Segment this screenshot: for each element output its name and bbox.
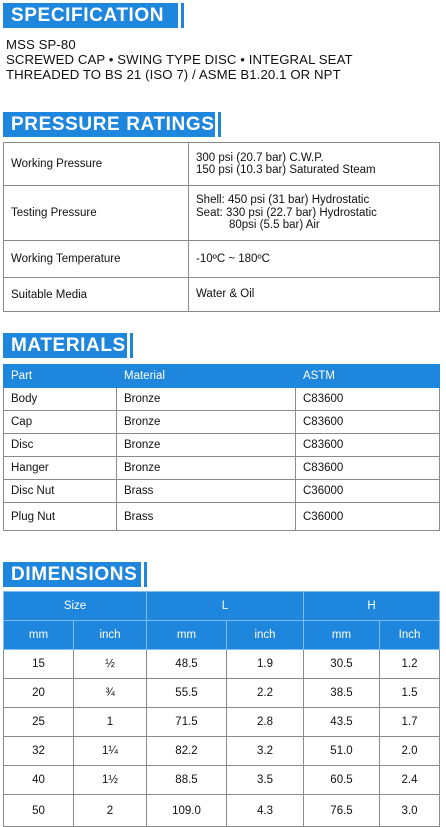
cell: C83600 xyxy=(296,434,440,457)
cell: 2.2 xyxy=(227,679,304,708)
cell: 55.5 xyxy=(147,679,227,708)
table-group-header-row xyxy=(4,592,440,621)
value-line: 150 psi (10.3 bar) Saturated Steam xyxy=(196,164,376,176)
cell: 3.0 xyxy=(380,795,440,827)
value-line: 80psi (5.5 bar) Air xyxy=(229,219,320,232)
table-row xyxy=(4,679,440,708)
table-row xyxy=(4,434,440,457)
pressure-ratings-table xyxy=(3,142,440,312)
cell: ½ xyxy=(74,650,147,679)
dimensions-table xyxy=(3,591,440,827)
table-row xyxy=(4,457,440,480)
specification-heading: SPECIFICATION xyxy=(3,3,178,28)
cell: Hanger xyxy=(4,457,117,480)
cell: 1.5 xyxy=(380,679,440,708)
column-header: Inch xyxy=(380,621,440,650)
cell: Bronze xyxy=(117,434,296,457)
materials-table xyxy=(3,364,440,531)
cell: 51.0 xyxy=(304,737,380,766)
spec-line: MSS SP-80 xyxy=(6,37,76,52)
cell: 1 xyxy=(74,708,147,737)
table-row xyxy=(4,708,440,737)
cell: 50 xyxy=(4,795,74,827)
cell: 1.7 xyxy=(380,708,440,737)
pressure-value xyxy=(189,241,440,278)
column-header: mm xyxy=(4,621,74,650)
cell: 2.4 xyxy=(380,766,440,795)
value-line: Shell: 450 psi (31 bar) Hydrostatic xyxy=(196,194,370,207)
dimensions-heading: DIMENSIONS xyxy=(3,562,141,587)
column-header: inch xyxy=(227,621,304,650)
cell: 3.5 xyxy=(227,766,304,795)
specification-text xyxy=(6,37,353,82)
cell: 20 xyxy=(4,679,74,708)
column-header: mm xyxy=(147,621,227,650)
table-row xyxy=(4,241,440,278)
cell: 40 xyxy=(4,766,74,795)
cell: 15 xyxy=(4,650,74,679)
value-line: -10ºC ~ 180ºC xyxy=(196,252,270,265)
materials-heading: MATERIALS xyxy=(3,333,127,358)
cell: 71.5 xyxy=(147,708,227,737)
table-row xyxy=(4,388,440,411)
cell: Bronze xyxy=(117,388,296,411)
cell: C83600 xyxy=(296,457,440,480)
cell: Brass xyxy=(117,503,296,531)
cell: 2.0 xyxy=(380,737,440,766)
value-line: Seat: 330 psi (22.7 bar) Hydrostatic xyxy=(196,206,377,219)
table-row xyxy=(4,795,440,827)
table-row xyxy=(4,278,440,312)
table-header-row xyxy=(4,365,440,388)
column-header: mm xyxy=(304,621,380,650)
cell: 1½ xyxy=(74,766,147,795)
cell: 1¼ xyxy=(74,737,147,766)
cell: 82.2 xyxy=(147,737,227,766)
cell: Cap xyxy=(4,411,117,434)
pressure-label: Working Pressure xyxy=(4,143,189,186)
cell: Brass xyxy=(117,480,296,503)
cell: C36000 xyxy=(296,503,440,531)
cell: Disc Nut xyxy=(4,480,117,503)
pressure-value xyxy=(189,186,440,241)
pressure-label: Working Temperature xyxy=(4,241,189,278)
cell: 60.5 xyxy=(304,766,380,795)
cell: 2 xyxy=(74,795,147,827)
cell: 38.5 xyxy=(304,679,380,708)
cell: 1.9 xyxy=(227,650,304,679)
cell: Bronze xyxy=(117,457,296,480)
pressure-value xyxy=(189,278,440,312)
pressure-ratings-heading: PRESSURE RATINGS xyxy=(3,112,215,137)
cell: 32 xyxy=(4,737,74,766)
table-row xyxy=(4,737,440,766)
cell: ¾ xyxy=(74,679,147,708)
cell: C83600 xyxy=(296,388,440,411)
column-header: Material xyxy=(117,365,296,388)
cell: 76.5 xyxy=(304,795,380,827)
cell: Body xyxy=(4,388,117,411)
cell: 43.5 xyxy=(304,708,380,737)
cell: 2.8 xyxy=(227,708,304,737)
group-header-h: H xyxy=(304,592,440,621)
pressure-label: Suitable Media xyxy=(4,278,189,312)
pressure-label: Testing Pressure xyxy=(4,186,189,241)
table-row xyxy=(4,650,440,679)
cell: Disc xyxy=(4,434,117,457)
spec-line: SCREWED CAP • SWING TYPE DISC • INTEGRAL SEAT xyxy=(6,52,353,67)
table-row xyxy=(4,480,440,503)
value-line: 300 psi (20.7 bar) C.W.P. xyxy=(196,151,324,164)
cell: C36000 xyxy=(296,480,440,503)
cell: 30.5 xyxy=(304,650,380,679)
cell: 48.5 xyxy=(147,650,227,679)
cell: 1.2 xyxy=(380,650,440,679)
cell: 109.0 xyxy=(147,795,227,827)
cell: C83600 xyxy=(296,411,440,434)
cell: 4.3 xyxy=(227,795,304,827)
group-header-size: Size xyxy=(4,592,147,621)
cell: 3.2 xyxy=(227,737,304,766)
column-header: inch xyxy=(74,621,147,650)
table-row xyxy=(4,143,440,186)
column-header: Part xyxy=(4,365,117,388)
pressure-value xyxy=(189,143,440,186)
cell: 25 xyxy=(4,708,74,737)
spec-line: THREADED TO BS 21 (ISO 7) / ASME B1.20.1 OR NPT xyxy=(6,67,341,82)
cell: Plug Nut xyxy=(4,503,117,531)
cell: 88.5 xyxy=(147,766,227,795)
table-sub-header-row xyxy=(4,621,440,650)
value-line: Water & Oil xyxy=(196,288,255,301)
table-row xyxy=(4,411,440,434)
table-row xyxy=(4,503,440,531)
group-header-l: L xyxy=(147,592,304,621)
table-row xyxy=(4,766,440,795)
table-row xyxy=(4,186,440,241)
column-header: ASTM xyxy=(296,365,440,388)
cell: Bronze xyxy=(117,411,296,434)
